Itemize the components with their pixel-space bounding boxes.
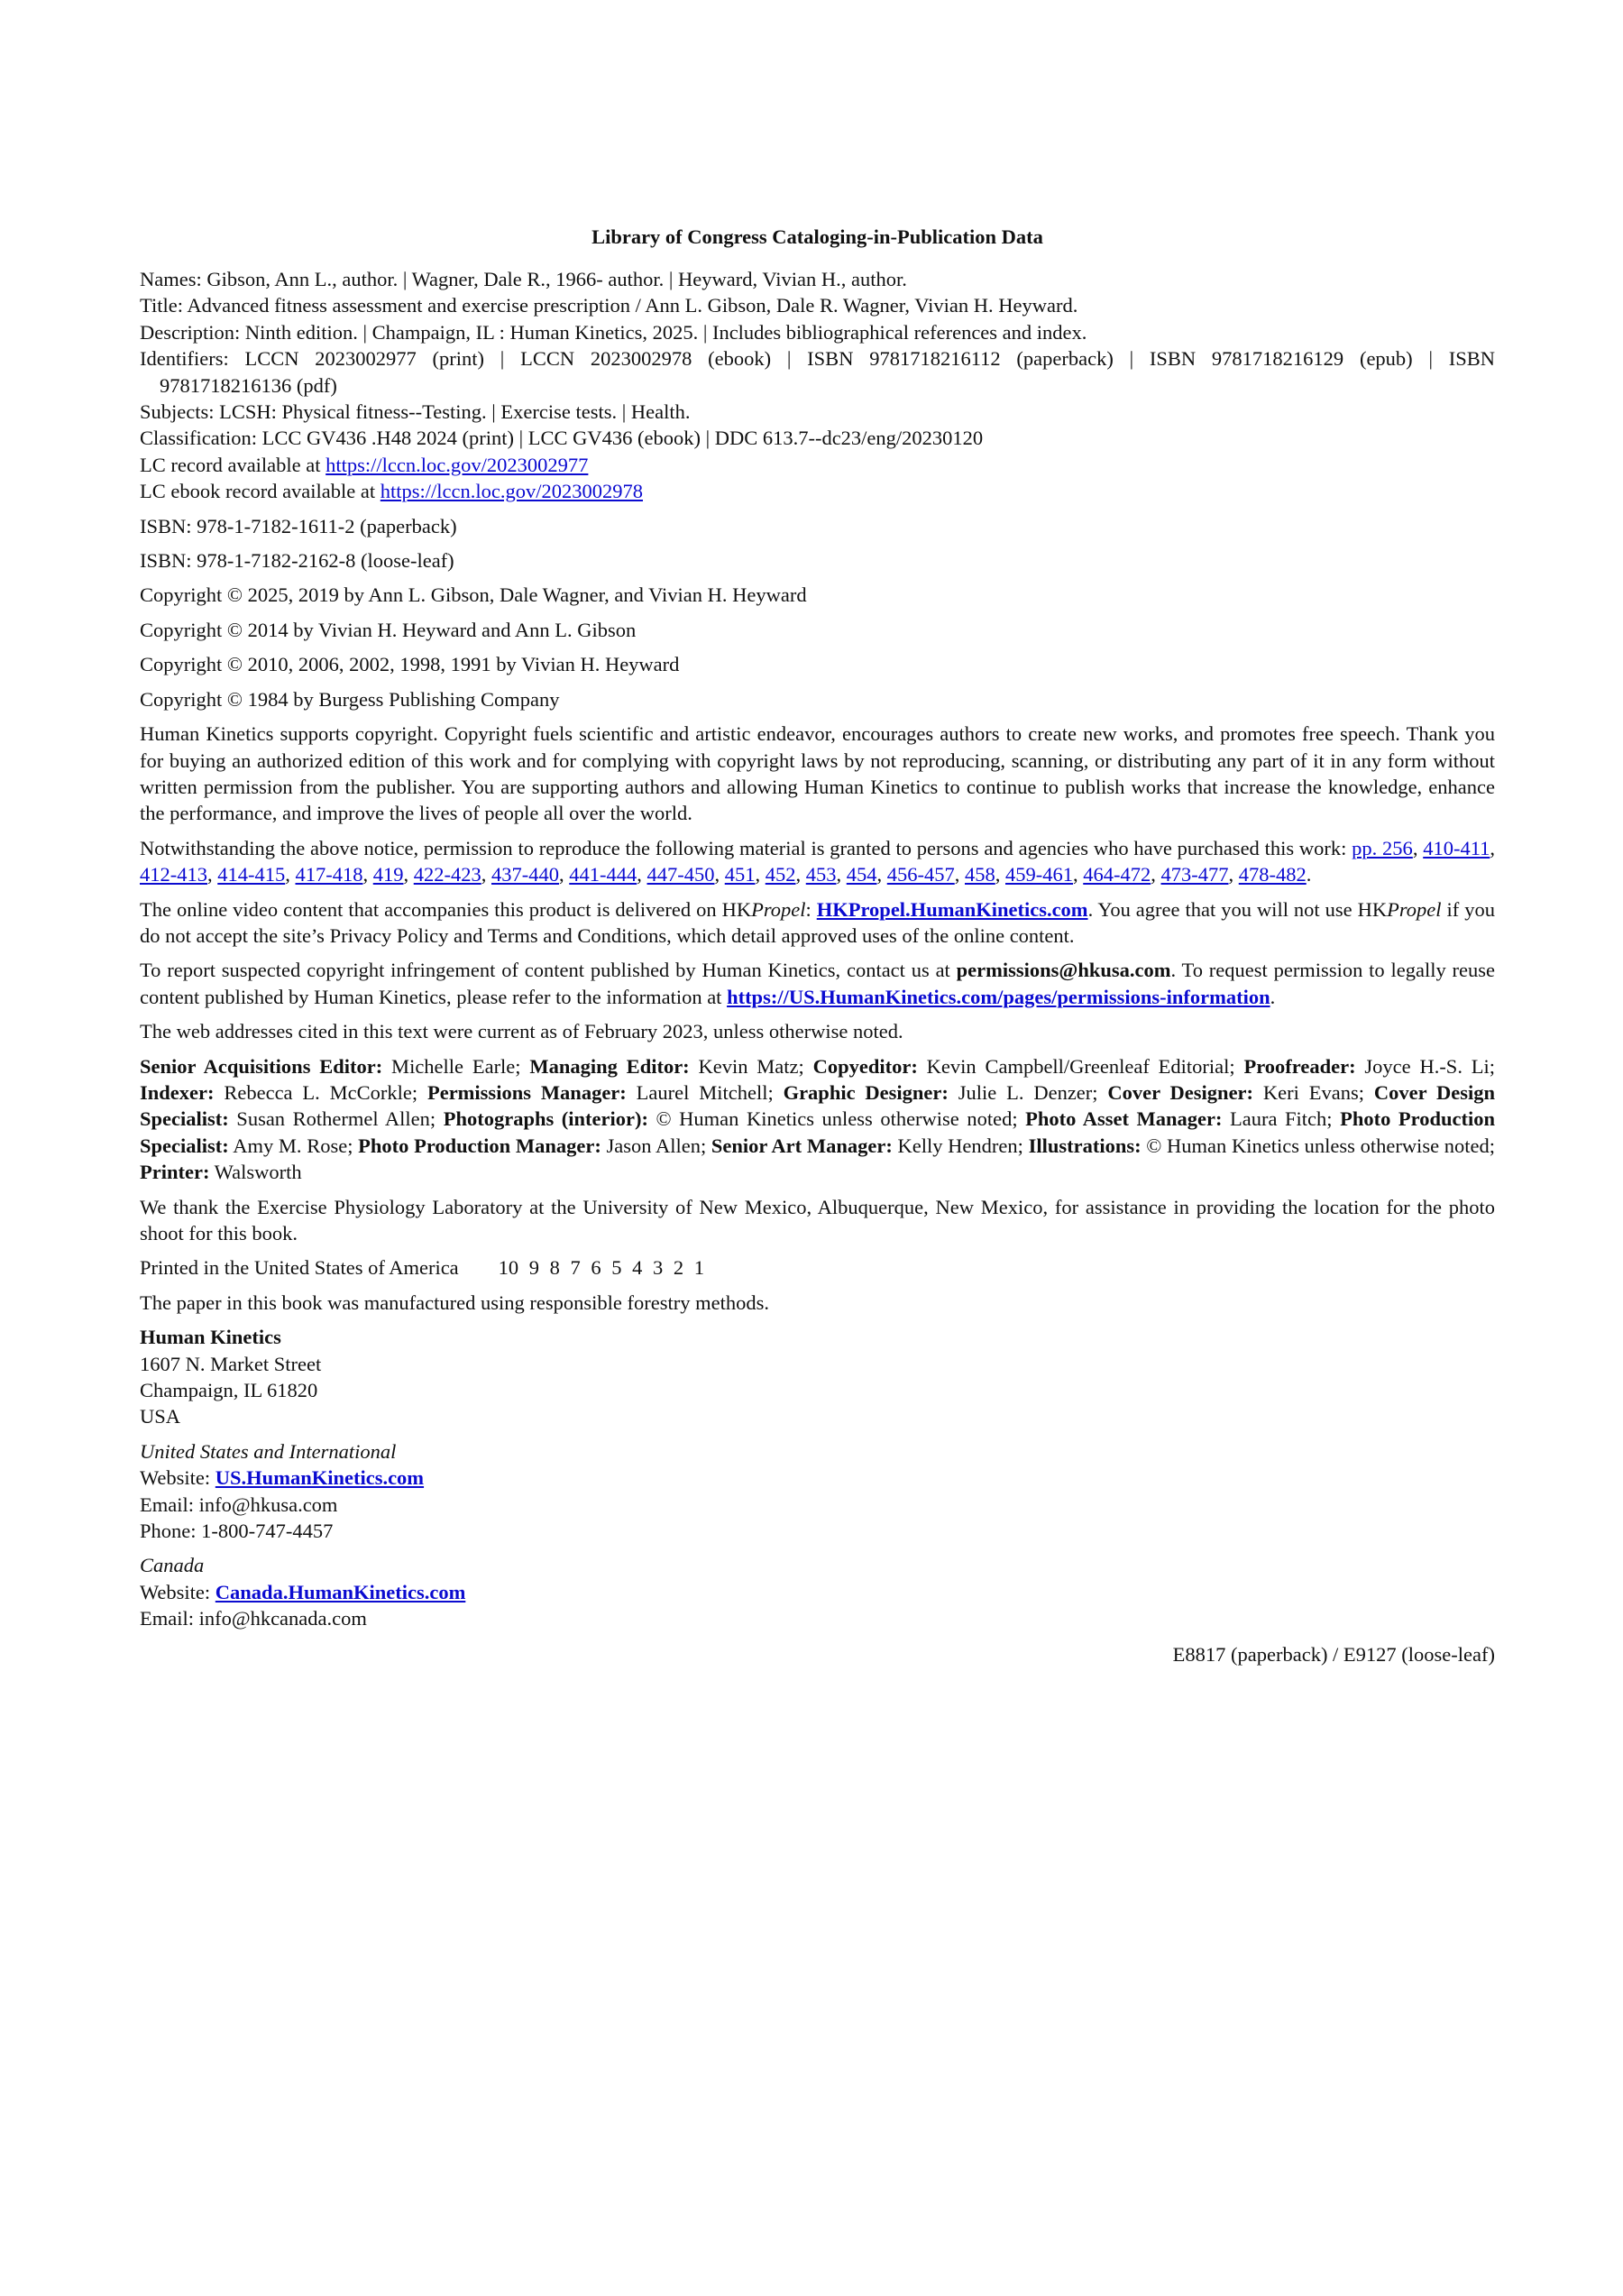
credit-name: Julie L. Denzer;: [948, 1080, 1108, 1104]
printed-line: [140, 1254, 1495, 1281]
credit-name: Jason Allen;: [601, 1134, 711, 1157]
credit-name: Joyce H.-S. Li;: [1355, 1054, 1495, 1078]
cip-block: [140, 266, 1495, 505]
credit-role: Cover Design Specialist:: [140, 1080, 1496, 1131]
credit-role: Photographs (interior):: [443, 1107, 648, 1131]
page-range-link[interactable]: 453: [805, 863, 837, 886]
supports-copyright: Human Kinetics supports copyright. Copyright fuels scientific and artistic endeavor, encourages authors to create new works, and promotes free speech. Thank you for buying an authorized edition of this work and for complying with copyright laws by not reproducing, scanning, or distributing any part of it in any form without written permission from the publisher. You are supporting authors and allowing Human Kinetics to continue to publish works that increase the knowledge, enhance the performance, and improve the lives of people all over the world.: [140, 722, 1495, 825]
copyright-page: [140, 224, 1495, 1667]
page-range-link[interactable]: 454: [846, 863, 877, 886]
page-range-link[interactable]: pp. 256: [1352, 836, 1413, 859]
copyright-line: Copyright © 1984 by Burgess Publishing Company: [140, 687, 560, 711]
permissions-email: permissions@hkusa.com: [956, 959, 1171, 982]
report-infringement: [140, 957, 1495, 1010]
page-range-link[interactable]: 412-413: [140, 863, 207, 886]
canada-contact: [140, 1552, 1495, 1631]
page-range-link[interactable]: 456-457: [886, 863, 955, 886]
paper-note: The paper in this book was manufactured using responsible forestry methods.: [140, 1290, 769, 1314]
page-range-link[interactable]: 451: [724, 863, 756, 886]
printing-number-line: 10 9 8 7 6 5 4 3 2 1: [498, 1256, 705, 1280]
credits: [140, 1053, 1495, 1186]
hkpropel-link[interactable]: HKPropel.HumanKinetics.com: [816, 897, 1088, 921]
online-text: if you do not accept the site’s Privacy Policy and Terms and Conditions, which detail approved uses of the online content.: [140, 897, 1495, 947]
credit-name: Kevin Matz;: [689, 1054, 813, 1078]
report-text: To report suspected copyright infringement of content published by Human Kinetics, contact us at: [140, 959, 957, 982]
cip-identifiers-cont: [140, 372, 1495, 399]
credit-name: Rebecca L. McCorkle;: [214, 1080, 427, 1104]
credit-name: Amy M. Rose;: [228, 1134, 359, 1157]
lc-ebook-link[interactable]: https://lccn.loc.gov/2023002978: [380, 480, 643, 503]
credit-name: Michelle Earle;: [382, 1054, 530, 1078]
page-range-link[interactable]: 459-461: [1005, 863, 1073, 886]
credit-name: Susan Rothermel Allen;: [228, 1107, 444, 1131]
cip-description: Description: Ninth edition. | Champaign, IL : Human Kinetics, 2025. | Includes bibliographical references and index.: [140, 320, 1087, 344]
address-country: USA: [140, 1405, 181, 1428]
credit-role: Graphic Designer:: [783, 1080, 949, 1104]
cip-identifiers-line1: Identifiers: LCCN 2023002977 (print) | LCCN 2023002978 (ebook) | ISBN 9781718216112 (paperback) | ISBN 9781718216129 (epub) | ISBN: [140, 347, 1495, 371]
lc-ebook-label: LC ebook record available at: [140, 480, 381, 503]
us-website-link[interactable]: US.HumanKinetics.com: [215, 1466, 425, 1490]
publisher-name: Human Kinetics: [140, 1326, 281, 1349]
cip-classification: Classification: LCC GV436 .H48 2024 (print) | LCC GV436 (ebook) | DDC 613.7--dc23/eng/20230120: [140, 427, 984, 450]
canada-website-link[interactable]: Canada.HumanKinetics.com: [215, 1580, 466, 1603]
report-text: .: [1270, 985, 1276, 1008]
cip-names: Names: Gibson, Ann L., author. | Wagner, Dale R., 1966- author. | Heyward, Vivian H., author.: [140, 268, 907, 290]
cip-identifiers-line2: 9781718216136 (pdf): [160, 373, 337, 397]
credit-name: © Human Kinetics unless otherwise noted;: [1141, 1134, 1495, 1157]
copyright-line: Copyright © 2010, 2006, 2002, 1998, 1991 by Vivian H. Heyward: [140, 653, 680, 676]
cip-subjects: Subjects: LCSH: Physical fitness--Testing. | Exercise tests. | Health.: [140, 400, 691, 424]
page-range-link[interactable]: 422-423: [413, 863, 481, 886]
website-label: Website:: [140, 1580, 215, 1603]
propel-italic: Propel: [1387, 897, 1442, 921]
address-street: 1607 N. Market Street: [140, 1352, 322, 1375]
cip-identifiers: [140, 345, 1495, 372]
web-addresses-note: The web addresses cited in this text were current as of February 2023, unless otherwise noted.: [140, 1020, 903, 1043]
website-label: Website:: [140, 1466, 215, 1490]
online-text: . You agree that you will not use HK: [1087, 897, 1388, 921]
report-text: . To request permission to legally reuse content published by Human Kinetics, please refer to the information at: [140, 959, 1495, 1008]
us-phone: Phone: 1-800-747-4457: [140, 1520, 334, 1543]
isbn-paperback: ISBN: 978-1-7182-1611-2 (paperback): [140, 514, 457, 537]
propel-italic: Propel: [751, 897, 806, 921]
credit-role: Senior Acquisitions Editor:: [140, 1054, 383, 1078]
page-range-link[interactable]: 441-444: [569, 863, 637, 886]
credit-name: Laurel Mitchell;: [626, 1080, 784, 1104]
us-email: Email: info@hkusa.com: [140, 1492, 338, 1516]
page-range-link[interactable]: 473-477: [1160, 863, 1229, 886]
us-contact: [140, 1438, 1495, 1545]
online-colon: :: [805, 897, 817, 921]
credit-role: Proofreader:: [1243, 1054, 1356, 1078]
permissions-info-link[interactable]: https://US.HumanKinetics.com/pages/permissions-information: [727, 985, 1270, 1008]
copyright-line: Copyright © 2014 by Vivian H. Heyward and Ann L. Gibson: [140, 618, 637, 641]
printed-in: Printed in the United States of America: [140, 1256, 459, 1280]
credit-role: Illustrations:: [1028, 1134, 1142, 1157]
page-range-link[interactable]: 437-440: [491, 863, 559, 886]
page-range-link[interactable]: 452: [765, 863, 796, 886]
page-range-link[interactable]: 419: [372, 863, 404, 886]
page-range-link[interactable]: 478-482: [1238, 863, 1307, 886]
page-range-link[interactable]: 414-415: [217, 863, 286, 886]
credit-role: Senior Art Manager:: [711, 1134, 893, 1157]
page-title: Library of Congress Cataloging-in-Publication Data: [591, 225, 1043, 248]
lc-record-link[interactable]: https://lccn.loc.gov/2023002977: [326, 453, 589, 476]
product-codes: E8817 (paperback) / E9127 (loose-leaf): [1172, 1642, 1495, 1666]
credit-role: Permissions Manager:: [426, 1080, 627, 1104]
page-range-link[interactable]: 458: [965, 863, 995, 886]
page-range-link[interactable]: 464-472: [1083, 863, 1151, 886]
credit-name: Kelly Hendren;: [892, 1134, 1029, 1157]
credit-name: Kevin Campbell/Greenleaf Editorial;: [917, 1054, 1244, 1078]
credit-role: Photo Production Manager:: [358, 1134, 601, 1157]
credit-role: Photo Production Specialist:: [140, 1107, 1495, 1157]
credit-name: Keri Evans;: [1253, 1080, 1374, 1104]
copyright-line: Copyright © 2025, 2019 by Ann L. Gibson, Dale Wagner, and Vivian H. Heyward: [140, 583, 807, 607]
lc-record-label: LC record available at: [140, 453, 326, 476]
credit-role: Cover Designer:: [1107, 1080, 1254, 1104]
credit-name: Laura Fitch;: [1222, 1107, 1341, 1131]
publisher-address: [140, 1324, 1495, 1430]
lc-record: [140, 452, 1495, 478]
page-range-link[interactable]: 417-418: [295, 863, 363, 886]
credit-role: Printer:: [140, 1161, 210, 1184]
permission-text: Notwithstanding the above notice, permission to reproduce the following material is granted to persons and agencies who have purchased this work:: [140, 836, 1352, 859]
online-content: [140, 896, 1495, 950]
thanks: We thank the Exercise Physiology Laboratory at the University of New Mexico, Albuquerque, New Mexico, for assistance in providing the location for the photo shoot for this book.: [140, 1195, 1495, 1244]
us-heading: United States and International: [140, 1439, 397, 1463]
lc-ebook-record: [140, 478, 1495, 504]
credit-name: © Human Kinetics unless otherwise noted;: [647, 1107, 1026, 1131]
page-range-link[interactable]: 447-450: [646, 863, 715, 886]
address-city: Champaign, IL 61820: [140, 1379, 318, 1402]
cip-title: Title: Advanced fitness assessment and exercise prescription / Ann L. Gibson, Dale R. Wagner, Vivian H. Heyward.: [140, 294, 1078, 317]
credit-name: Walsworth: [209, 1161, 302, 1184]
canada-email: Email: info@hkcanada.com: [140, 1607, 367, 1630]
page-links: pp. 256, 410-411, 412-413, 414-415, 417-418, 419, 422-423, 437-440, 441-444, 447-450, 451, 452, 453, 454, 456-457, 458, 459-461, 464-472, 473-477, 478-482.: [140, 836, 1496, 886]
online-text: The online video content that accompanies this product is delivered on HK: [140, 897, 752, 921]
page-range-link[interactable]: 410-411: [1423, 836, 1490, 859]
credit-role: Indexer:: [140, 1080, 215, 1104]
isbn-looseleaf: ISBN: 978-1-7182-2162-8 (loose-leaf): [140, 549, 454, 573]
canada-heading: Canada: [140, 1554, 205, 1577]
credit-role: Managing Editor:: [529, 1054, 690, 1078]
permission-notice: [140, 835, 1495, 888]
credit-role: Photo Asset Manager:: [1025, 1107, 1223, 1131]
credit-role: Copyeditor:: [812, 1054, 918, 1078]
